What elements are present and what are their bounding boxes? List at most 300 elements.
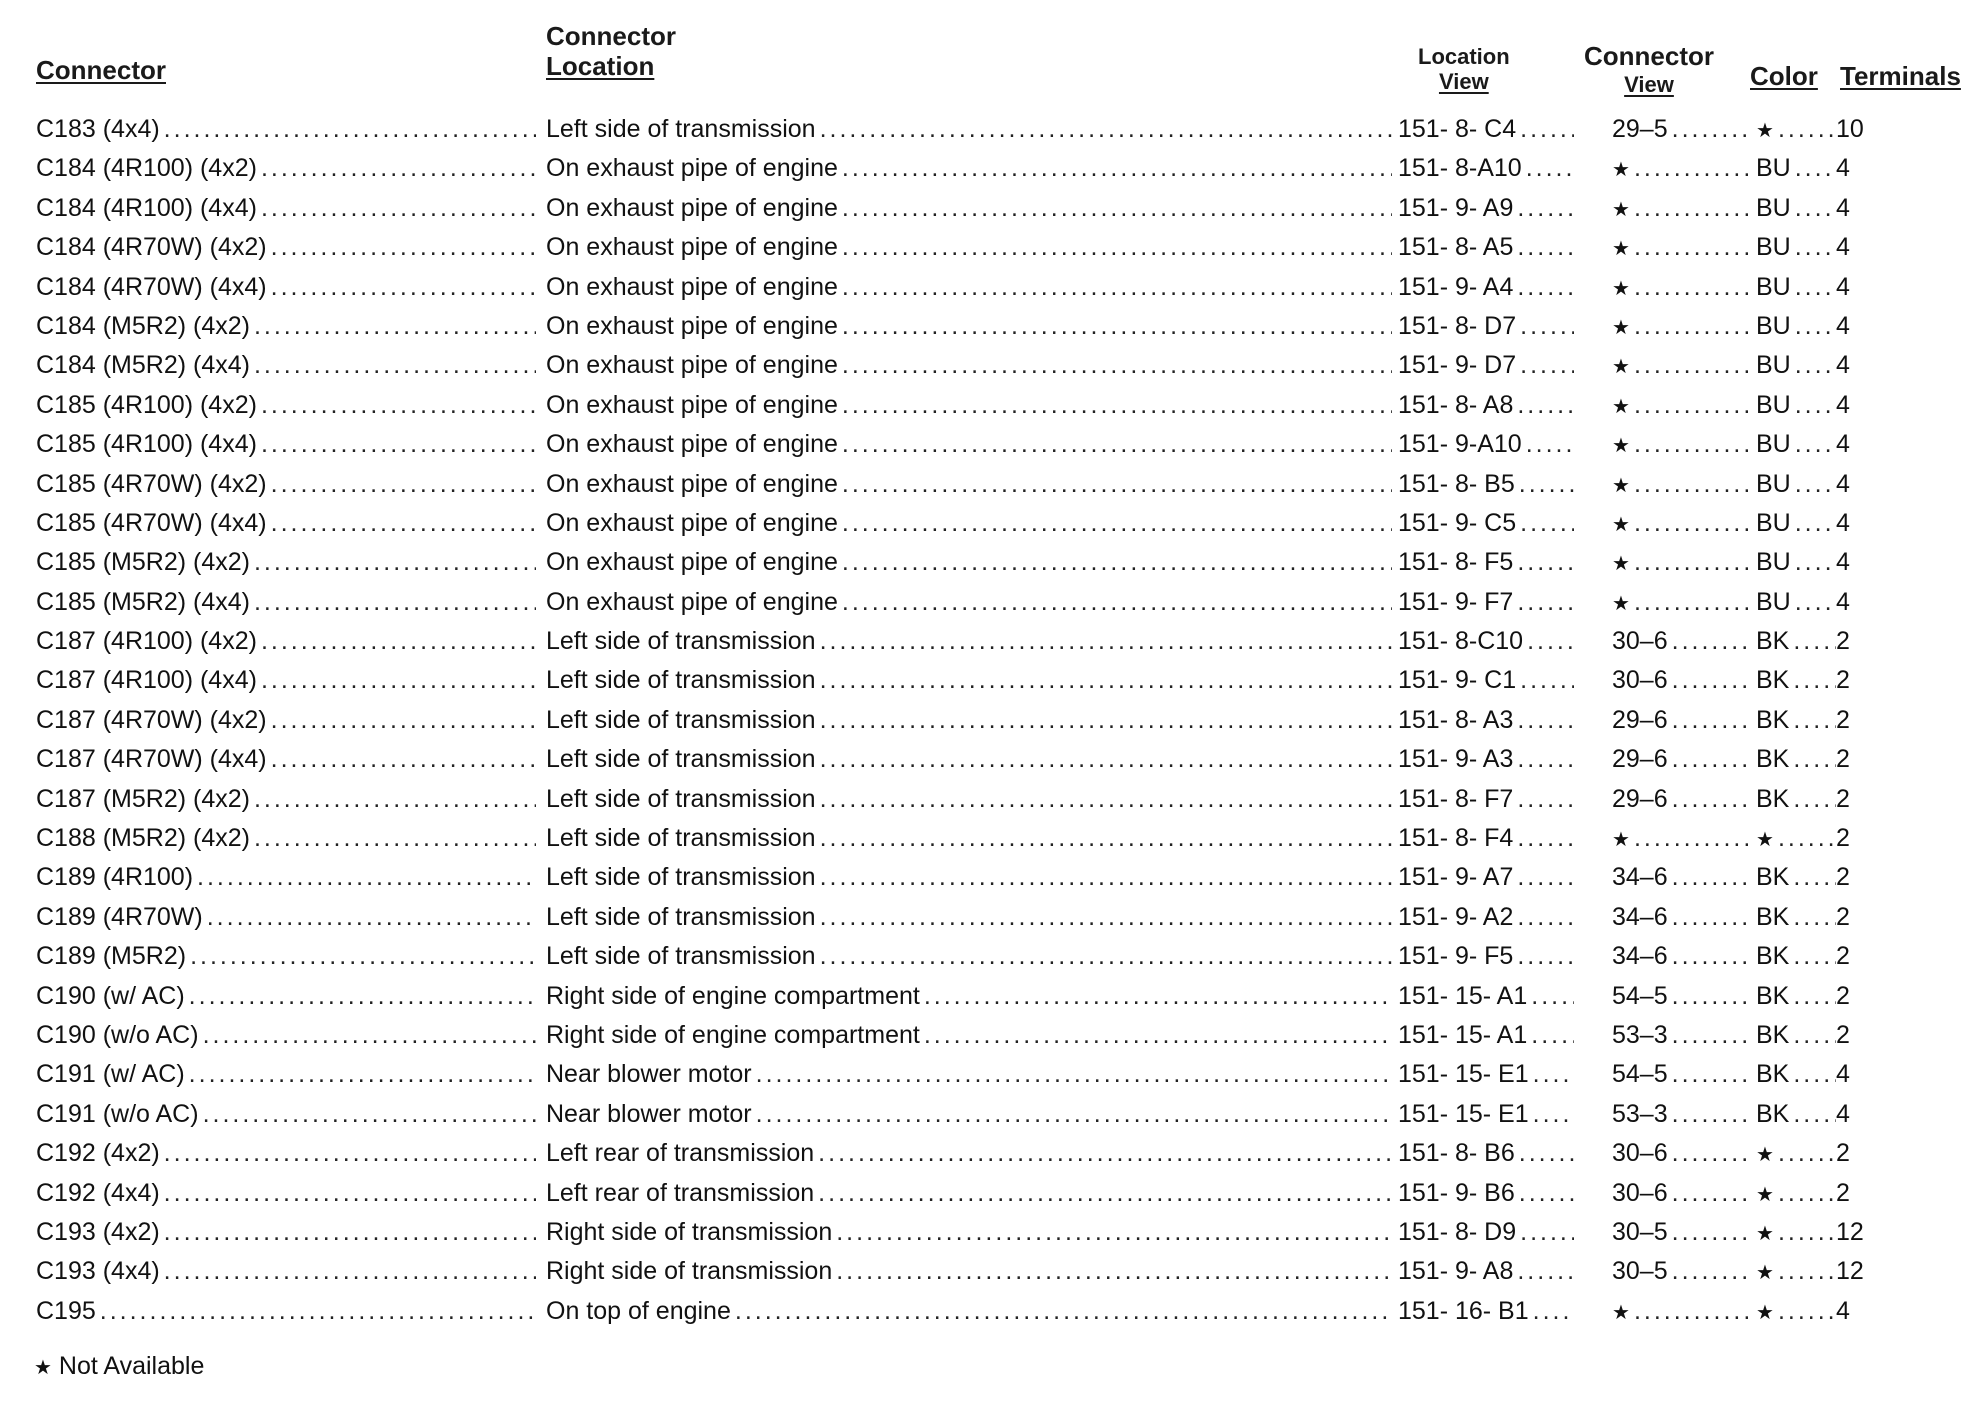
- location-view-cell: [1398, 701, 1574, 740]
- leader-dots: [1774, 1213, 1836, 1252]
- connector-cell-text: C184 (4R70W) (4x4): [36, 272, 267, 301]
- connector-view-cell-text: 53–3: [1612, 1020, 1668, 1049]
- connector-view-cell: [1612, 622, 1748, 661]
- connector-view-cell-text: ★: [1612, 198, 1630, 221]
- connector-view-cell-text: ★: [1612, 356, 1630, 379]
- location-view-cell: [1398, 583, 1574, 622]
- connector-view-cell: [1612, 898, 1748, 937]
- table-row: [0, 1174, 1970, 1213]
- header-location-view: [1418, 44, 1510, 95]
- color-cell: [1756, 504, 1836, 543]
- leader-dots: [816, 898, 1392, 937]
- location-cell: [546, 740, 1392, 779]
- connector-view-cell-text: 34–6: [1612, 902, 1668, 931]
- leader-dots: [1630, 425, 1748, 464]
- table-row: [0, 937, 1970, 976]
- header-connector-location-line2: Location: [546, 50, 655, 81]
- footnote-text: Not Available: [58, 1352, 205, 1380]
- leader-dots: [1513, 228, 1574, 267]
- location-cell-text: Right side of transmission: [546, 1217, 833, 1246]
- connector-cell: [36, 1292, 536, 1331]
- footnote: [34, 1352, 204, 1381]
- connector-cell: [36, 1174, 536, 1213]
- location-cell: [546, 504, 1392, 543]
- location-cell-text: Left side of transmission: [546, 627, 816, 656]
- leader-dots: [920, 977, 1392, 1016]
- leader-dots: [832, 1252, 1392, 1291]
- leader-dots: [832, 1213, 1392, 1252]
- connector-cell: [36, 780, 536, 819]
- connector-view-cell-text: ★: [1612, 159, 1630, 182]
- table-row: [0, 465, 1970, 504]
- table-row: [0, 228, 1970, 267]
- location-cell-text: On exhaust pipe of engine: [546, 508, 838, 537]
- connector-cell-text: C184 (M5R2) (4x2): [36, 311, 250, 340]
- connector-view-cell-text: ★: [1612, 1301, 1630, 1324]
- leader-dots: [1789, 937, 1836, 976]
- location-view-cell-text: 151- 9- D7: [1398, 351, 1517, 380]
- location-view-cell: [1398, 1252, 1574, 1291]
- location-view-cell: [1398, 189, 1574, 228]
- connector-cell: [36, 504, 536, 543]
- leader-dots: [1668, 1055, 1748, 1094]
- terminals-cell: [1836, 189, 1918, 228]
- leader-dots: [267, 268, 536, 307]
- star-icon: ★: [34, 1357, 52, 1379]
- location-view-cell: [1398, 228, 1574, 267]
- connector-cell: [36, 977, 536, 1016]
- terminals-cell-text: 10: [1836, 115, 1864, 143]
- leader-dots: [1513, 819, 1574, 858]
- leader-dots: [1513, 583, 1574, 622]
- leader-dots: [816, 858, 1392, 897]
- location-cell: [546, 977, 1392, 1016]
- terminals-cell: [1836, 740, 1918, 779]
- connector-cell-text: C185 (M5R2) (4x2): [36, 548, 250, 577]
- leader-dots: [838, 228, 1392, 267]
- leader-dots: [1791, 386, 1836, 425]
- table-row: [0, 858, 1970, 897]
- leader-dots: [1630, 465, 1748, 504]
- color-cell: [1756, 465, 1836, 504]
- leader-dots: [1516, 307, 1574, 346]
- connector-cell-text: C187 (M5R2) (4x2): [36, 784, 250, 813]
- leader-dots: [838, 425, 1392, 464]
- connector-cell: [36, 1016, 536, 1055]
- connector-view-cell-text: 34–6: [1612, 863, 1668, 892]
- location-view-cell-text: 151- 9- C1: [1398, 666, 1517, 695]
- leader-dots: [1789, 1016, 1836, 1055]
- leader-dots: [731, 1292, 1392, 1331]
- location-view-cell-text: 151- 8- A3: [1398, 705, 1514, 734]
- connector-view-cell-text: ★: [1612, 316, 1630, 339]
- leader-dots: [257, 622, 536, 661]
- terminals-cell: [1836, 583, 1918, 622]
- leader-dots: [199, 1095, 536, 1134]
- connector-view-cell: [1612, 110, 1748, 149]
- terminals-cell: [1836, 268, 1918, 307]
- connector-cell: [36, 110, 536, 149]
- connector-cell-text: C193 (4x2): [36, 1217, 160, 1246]
- connector-cell-text: C187 (4R100) (4x4): [36, 666, 257, 695]
- terminals-cell-text: 2: [1836, 824, 1850, 853]
- location-cell: [546, 1252, 1392, 1291]
- leader-dots: [257, 425, 536, 464]
- location-cell: [546, 661, 1392, 700]
- leader-dots: [1630, 307, 1748, 346]
- location-cell: [546, 386, 1392, 425]
- connector-cell: [36, 307, 536, 346]
- location-cell: [546, 937, 1392, 976]
- leader-dots: [1523, 622, 1574, 661]
- table-row: [0, 780, 1970, 819]
- leader-dots: [1527, 1016, 1574, 1055]
- leader-dots: [257, 386, 536, 425]
- connector-view-cell: [1612, 189, 1748, 230]
- color-cell-text: ★: [1756, 1262, 1774, 1285]
- color-cell: [1756, 1174, 1836, 1215]
- connector-cell-text: C188 (M5R2) (4x2): [36, 824, 250, 853]
- color-cell: [1756, 149, 1836, 188]
- connector-cell-text: C193 (4x4): [36, 1257, 160, 1286]
- location-cell: [546, 543, 1392, 582]
- location-view-cell: [1398, 1213, 1574, 1252]
- location-cell-text: Right side of transmission: [546, 1257, 833, 1286]
- terminals-cell-text: 4: [1836, 430, 1850, 459]
- connector-cell-text: C191 (w/ AC): [36, 1060, 185, 1089]
- location-cell-text: Near blower motor: [546, 1099, 752, 1128]
- leader-dots: [1515, 465, 1574, 504]
- location-cell-text: On exhaust pipe of engine: [546, 272, 838, 301]
- location-view-cell: [1398, 386, 1574, 425]
- leader-dots: [1513, 780, 1574, 819]
- leader-dots: [816, 780, 1392, 819]
- location-view-cell-text: 151- 8- A8: [1398, 390, 1514, 419]
- terminals-cell: [1836, 1174, 1918, 1213]
- leader-dots: [816, 740, 1392, 779]
- location-view-cell-text: 151- 8- B5: [1398, 469, 1515, 498]
- color-cell-text: BK: [1756, 1099, 1790, 1128]
- connector-view-cell: [1612, 465, 1748, 506]
- terminals-cell-text: 4: [1836, 193, 1850, 222]
- connector-cell: [36, 346, 536, 385]
- connector-view-cell: [1612, 504, 1748, 545]
- connector-cell-text: C184 (4R70W) (4x2): [36, 233, 267, 262]
- terminals-cell-text: 12: [1836, 1257, 1864, 1286]
- connector-cell-text: C185 (M5R2) (4x4): [36, 587, 250, 616]
- location-view-cell-text: 151- 8- B6: [1398, 1139, 1515, 1168]
- location-view-cell: [1398, 346, 1574, 385]
- leader-dots: [267, 465, 536, 504]
- leader-dots: [250, 346, 536, 385]
- connector-view-cell: [1612, 346, 1748, 387]
- color-cell: [1756, 937, 1836, 976]
- leader-dots: [257, 149, 536, 188]
- leader-dots: [1668, 1016, 1748, 1055]
- leader-dots: [1789, 977, 1836, 1016]
- color-cell: [1756, 898, 1836, 937]
- color-cell-text: ★: [1756, 1144, 1774, 1167]
- connector-view-cell: [1612, 425, 1748, 466]
- leader-dots: [1668, 780, 1748, 819]
- color-cell: [1756, 858, 1836, 897]
- connector-view-cell: [1612, 819, 1748, 860]
- color-cell: [1756, 819, 1836, 860]
- table-row: [0, 189, 1970, 228]
- leader-dots: [1789, 701, 1836, 740]
- terminals-cell: [1836, 1252, 1918, 1291]
- connector-view-cell: [1612, 1292, 1748, 1333]
- location-cell-text: On exhaust pipe of engine: [546, 430, 838, 459]
- leader-dots: [185, 1055, 536, 1094]
- location-view-cell: [1398, 898, 1574, 937]
- location-view-cell-text: 151- 8- A5: [1398, 233, 1514, 262]
- table-row: [0, 346, 1970, 385]
- color-cell-text: ★: [1756, 120, 1774, 142]
- location-view-cell: [1398, 110, 1574, 149]
- color-cell: [1756, 228, 1836, 267]
- color-cell: [1756, 189, 1836, 228]
- table-row: [0, 543, 1970, 582]
- connector-view-cell-text: 29–5: [1612, 115, 1668, 143]
- location-view-cell: [1398, 819, 1574, 858]
- header-connector: [36, 56, 166, 86]
- connector-cell-text: C185 (4R100) (4x2): [36, 390, 257, 419]
- color-cell-text: ★: [1756, 1301, 1774, 1324]
- terminals-cell-text: 4: [1836, 154, 1850, 183]
- color-cell-text: BU: [1756, 508, 1791, 537]
- leader-dots: [1513, 858, 1574, 897]
- location-view-cell-text: 151- 8- D7: [1398, 311, 1517, 340]
- leader-dots: [1791, 465, 1836, 504]
- color-cell-text: ★: [1756, 1222, 1774, 1245]
- connector-cell: [36, 268, 536, 307]
- location-view-cell-text: 151- 8- F7: [1398, 784, 1514, 813]
- location-view-cell: [1398, 1174, 1574, 1213]
- location-cell: [546, 583, 1392, 622]
- location-cell-text: On exhaust pipe of engine: [546, 469, 838, 498]
- header-connector-label: Connector: [36, 55, 166, 85]
- location-cell: [546, 1292, 1392, 1331]
- terminals-cell-text: 4: [1836, 1296, 1850, 1325]
- location-view-cell: [1398, 1292, 1574, 1331]
- location-cell-text: On exhaust pipe of engine: [546, 154, 838, 183]
- leader-dots: [814, 1174, 1392, 1213]
- connector-cell: [36, 1252, 536, 1291]
- location-view-cell: [1398, 465, 1574, 504]
- connector-cell: [36, 898, 536, 937]
- connector-cell: [36, 425, 536, 464]
- location-cell: [546, 425, 1392, 464]
- table-row: [0, 1213, 1970, 1252]
- leader-dots: [193, 858, 536, 897]
- connector-view-cell: [1612, 149, 1748, 190]
- terminals-cell-text: 4: [1836, 272, 1850, 301]
- table-row: [0, 504, 1970, 543]
- connector-view-cell: [1612, 977, 1748, 1016]
- leader-dots: [160, 1174, 536, 1213]
- leader-dots: [186, 937, 536, 976]
- location-view-cell: [1398, 1095, 1574, 1134]
- leader-dots: [1513, 740, 1574, 779]
- leader-dots: [816, 110, 1392, 149]
- leader-dots: [1668, 1095, 1748, 1134]
- terminals-cell: [1836, 1134, 1918, 1173]
- leader-dots: [257, 189, 536, 228]
- terminals-cell-text: 2: [1836, 705, 1850, 734]
- connector-cell-text: C187 (4R100) (4x2): [36, 627, 257, 656]
- connector-cell-text: C192 (4x4): [36, 1178, 160, 1207]
- leader-dots: [1630, 583, 1748, 622]
- location-view-cell-text: 151- 9- A3: [1398, 745, 1514, 774]
- color-cell: [1756, 740, 1836, 779]
- leader-dots: [199, 1016, 536, 1055]
- leader-dots: [1789, 898, 1836, 937]
- terminals-cell-text: 2: [1836, 863, 1850, 892]
- location-cell: [546, 1174, 1392, 1213]
- location-cell-text: On exhaust pipe of engine: [546, 587, 838, 616]
- leader-dots: [1789, 780, 1836, 819]
- table-row: [0, 268, 1970, 307]
- location-cell-text: Left side of transmission: [546, 745, 816, 774]
- connector-view-cell-text: ★: [1612, 238, 1630, 261]
- terminals-cell-text: 2: [1836, 627, 1850, 656]
- location-view-cell: [1398, 858, 1574, 897]
- location-cell: [546, 1016, 1392, 1055]
- leader-dots: [838, 386, 1392, 425]
- leader-dots: [1791, 425, 1836, 464]
- location-cell: [546, 307, 1392, 346]
- location-view-cell: [1398, 307, 1574, 346]
- color-cell: [1756, 425, 1836, 464]
- terminals-cell: [1836, 898, 1918, 937]
- leader-dots: [838, 307, 1392, 346]
- terminals-cell: [1836, 149, 1918, 188]
- header-connector-view-line2: View: [1624, 71, 1674, 97]
- color-cell: [1756, 622, 1836, 661]
- terminals-cell: [1836, 110, 1918, 149]
- leader-dots: [1789, 740, 1836, 779]
- location-view-cell: [1398, 937, 1574, 976]
- leader-dots: [1789, 622, 1836, 661]
- location-view-cell-text: 151- 15- E1: [1398, 1060, 1529, 1089]
- leader-dots: [1789, 1055, 1836, 1094]
- leader-dots: [160, 1252, 536, 1291]
- connector-view-cell-text: ★: [1612, 474, 1630, 497]
- color-cell: [1756, 1134, 1836, 1175]
- location-view-cell: [1398, 622, 1574, 661]
- leader-dots: [838, 268, 1392, 307]
- terminals-cell-text: 4: [1836, 587, 1850, 616]
- terminals-cell: [1836, 1055, 1918, 1094]
- color-cell: [1756, 1016, 1836, 1055]
- connector-view-cell: [1612, 1055, 1748, 1094]
- connector-cell-text: C192 (4x2): [36, 1139, 160, 1168]
- connector-view-cell: [1612, 740, 1748, 779]
- location-cell: [546, 1213, 1392, 1252]
- leader-dots: [185, 977, 536, 1016]
- location-view-cell: [1398, 1055, 1574, 1094]
- connector-view-cell-text: 30–5: [1612, 1257, 1668, 1286]
- location-view-cell-text: 151- 16- B1: [1398, 1296, 1529, 1325]
- location-view-cell-text: 151- 8-A10: [1398, 154, 1522, 183]
- color-cell-text: BK: [1756, 1060, 1790, 1089]
- connector-view-cell: [1612, 228, 1748, 269]
- color-cell-text: BK: [1756, 627, 1790, 656]
- leader-dots: [1791, 307, 1836, 346]
- location-view-cell-text: 151- 9- A8: [1398, 1257, 1514, 1286]
- location-view-cell: [1398, 425, 1574, 464]
- table-row: [0, 425, 1970, 464]
- leader-dots: [267, 740, 536, 779]
- leader-dots: [1529, 1055, 1574, 1094]
- color-cell-text: BK: [1756, 666, 1790, 695]
- leader-dots: [1513, 268, 1574, 307]
- leader-dots: [1516, 346, 1574, 385]
- leader-dots: [1791, 583, 1836, 622]
- color-cell-text: BK: [1756, 784, 1790, 813]
- connector-cell: [36, 622, 536, 661]
- location-view-cell-text: 151- 15- E1: [1398, 1099, 1529, 1128]
- table-row: [0, 307, 1970, 346]
- location-cell-text: On exhaust pipe of engine: [546, 233, 838, 262]
- location-cell-text: Left side of transmission: [546, 784, 816, 813]
- color-cell-text: BU: [1756, 430, 1791, 459]
- leader-dots: [1791, 346, 1836, 385]
- leader-dots: [1529, 1095, 1574, 1134]
- location-cell: [546, 1055, 1392, 1094]
- leader-dots: [1774, 819, 1836, 858]
- connector-view-cell-text: ★: [1612, 435, 1630, 458]
- leader-dots: [838, 504, 1392, 543]
- location-view-cell-text: 151- 9- A7: [1398, 863, 1514, 892]
- leader-dots: [1791, 189, 1836, 228]
- leader-dots: [1668, 977, 1748, 1016]
- location-cell-text: Left rear of transmission: [546, 1178, 815, 1207]
- leader-dots: [752, 1095, 1392, 1134]
- leader-dots: [1630, 149, 1748, 188]
- leader-dots: [1774, 110, 1836, 149]
- terminals-cell-text: 2: [1836, 1139, 1850, 1168]
- location-cell: [546, 228, 1392, 267]
- terminals-cell: [1836, 1292, 1918, 1331]
- location-cell: [546, 465, 1392, 504]
- location-view-cell: [1398, 740, 1574, 779]
- location-cell-text: Right side of engine compartment: [546, 981, 920, 1010]
- leader-dots: [96, 1292, 536, 1331]
- header-connector-view: [1584, 42, 1714, 97]
- location-view-cell-text: 151- 9-A10: [1398, 430, 1522, 459]
- leader-dots: [1668, 1174, 1748, 1213]
- leader-dots: [1791, 149, 1836, 188]
- location-view-cell-text: 151- 8- F5: [1398, 548, 1514, 577]
- leader-dots: [1774, 1174, 1836, 1213]
- leader-dots: [1513, 937, 1574, 976]
- terminals-cell-text: 4: [1836, 508, 1850, 537]
- location-view-cell-text: 151- 9- C5: [1398, 508, 1517, 537]
- connector-cell-text: C184 (4R100) (4x4): [36, 193, 257, 222]
- color-cell: [1756, 1252, 1836, 1293]
- location-cell: [546, 898, 1392, 937]
- terminals-cell: [1836, 780, 1918, 819]
- leader-dots: [1515, 1174, 1574, 1213]
- color-cell-text: BK: [1756, 942, 1790, 971]
- connector-view-cell-text: 54–5: [1612, 1060, 1668, 1089]
- location-cell: [546, 1134, 1392, 1173]
- connector-view-cell-text: 30–5: [1612, 1217, 1668, 1246]
- connector-view-cell-text: ★: [1612, 277, 1630, 300]
- color-cell-text: BU: [1756, 272, 1791, 301]
